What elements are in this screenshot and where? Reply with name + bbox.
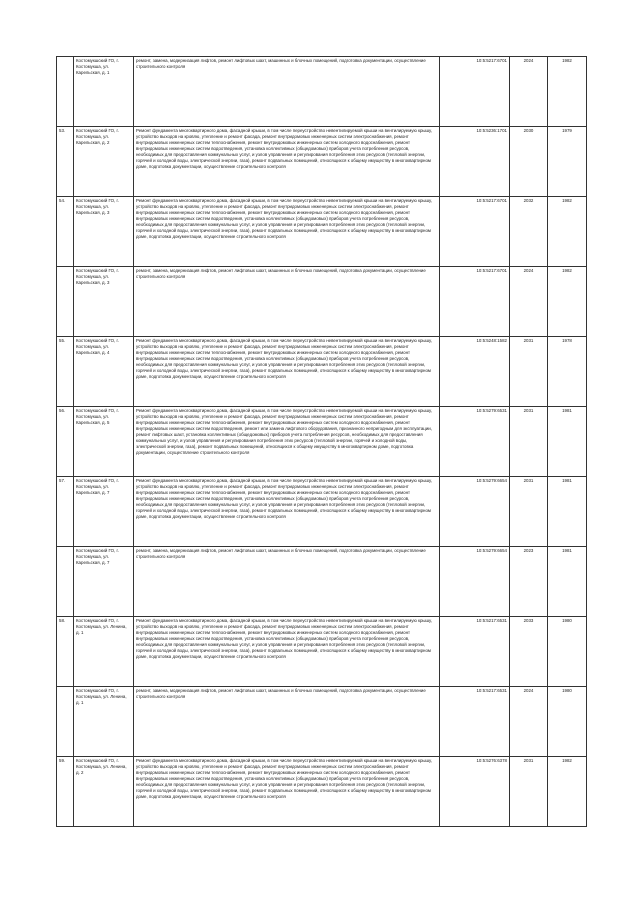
cadastral-number-cell: 10:5:5217:6531	[440, 687, 510, 757]
build-year-cell: 1982	[548, 757, 587, 827]
address-cell: Костомукшский ГО, г. Костомукша, ул. Карельская, д. 7	[74, 477, 134, 547]
row-number	[57, 547, 74, 617]
address-cell: Костомукшский ГО, г. Костомукша, ул. Карельская, д. 2	[74, 127, 134, 197]
table-row	[57, 757, 587, 827]
document-page	[56, 56, 586, 827]
build-year-cell: 1979	[548, 127, 587, 197]
row-number	[57, 687, 74, 757]
works-cell: ремонт, замена, модернизация лифтов, ремонт лифтовых шахт, машинных и блочных помещений, подготовка документации, осуществление строительного контроля	[134, 57, 440, 127]
table-row	[57, 57, 587, 127]
works-cell: Ремонт фундамента многоквартирного дома, фасадной крыши, в том числе переустройство невентилируемой крыши на вентилируемую крышу, устройство выходов на кровлю, утепление и ремонт фасада, ремонт внутридомовых инженерных систем электроснабжения, ремонт внутридомовых инженерных систем теплоснабжения, ремонт внутридомовых инженерных систем холодного водоснабжения, ремонт внутридомовых инженерных систем водоотведения, установка коллективных (общедомовых) приборов учета потребления ресурсов, необходимых для предоставления коммунальных услуг, и узлов управления и регулирования потребления этих ресурсов (тепловой энергии, горячей и холодной воды, электрической энергии, газа), ремонт подвальных помещений, относящихся к общему имуществу в многоквартирном доме, подготовка документации, осуществление строительного контроля	[134, 337, 440, 407]
planned-year-cell: 2032	[510, 197, 548, 267]
row-number: 54.	[57, 197, 74, 267]
build-year-cell: 1982	[548, 197, 587, 267]
cadastral-number-cell: 10:5:5217:6701	[440, 267, 510, 337]
cadastral-number-cell: 10:5:5217:6701	[440, 197, 510, 267]
build-year-cell: 1981	[548, 547, 587, 617]
address-cell: Костомукшский ГО, г. Костомукша, ул. Карельская, д. 3	[74, 267, 134, 337]
build-year-cell: 1978	[548, 337, 587, 407]
table-row	[57, 127, 587, 197]
row-number	[57, 267, 74, 337]
address-cell: Костомукшский ГО, г. Костомукша, ул. Карельская, д. 7	[74, 547, 134, 617]
table-body	[57, 57, 587, 827]
table-row	[57, 407, 587, 477]
address-cell: Костомукшский ГО, г. Костомукша, ул. Ленина, д. 1	[74, 617, 134, 687]
table-row	[57, 337, 587, 407]
cadastral-number-cell: 10:5:5217:6531	[440, 617, 510, 687]
address-cell: Костомукшский ГО, г. Костомукша, ул. Карельская, д. 4	[74, 337, 134, 407]
planned-year-cell: 2031	[510, 757, 548, 827]
planned-year-cell: 2031	[510, 407, 548, 477]
planned-year-cell: 2031	[510, 337, 548, 407]
planned-year-cell: 2033	[510, 617, 548, 687]
address-cell: Костомукшский ГО, г. Костомукша, ул. Карельская, д. 1	[74, 57, 134, 127]
planned-year-cell: 2031	[510, 477, 548, 547]
works-cell: Ремонт фундамента многоквартирного дома, фасадной крыши, в том числе переустройство невентилируемой крыши на вентилируемую крышу, устройство выходов на кровлю, утепление и ремонт фасада, ремонт внутридомовых инженерных систем электроснабжения, ремонт внутридомовых инженерных систем теплоснабжения, ремонт внутридомовых инженерных систем холодного водоснабжения, ремонт внутридомовых инженерных систем водоотведения, установка коллективных (общедомовых) приборов учета потребления ресурсов, необходимых для предоставления коммунальных услуг, и узлов управления и регулирования потребления этих ресурсов (тепловой энергии, горячей и холодной воды, электрической энергии, газа), ремонт подвальных помещений, относящихся к общему имуществу в многоквартирном доме, подготовка документации, осуществление строительного контроля	[134, 617, 440, 687]
build-year-cell: 1980	[548, 617, 587, 687]
row-number: 53.	[57, 127, 74, 197]
build-year-cell: 1980	[548, 687, 587, 757]
row-number: 55.	[57, 337, 74, 407]
build-year-cell: 1982	[548, 57, 587, 127]
address-cell: Костомукшский ГО, г. Костомукша, ул. Карельская, д. 3	[74, 197, 134, 267]
build-year-cell: 1982	[548, 267, 587, 337]
table-row	[57, 547, 587, 617]
works-cell: Ремонт фундамента многоквартирного дома, фасадной крыши, в том числе переустройство невентилируемой крыши на вентилируемую крышу, устройство выходов на кровлю, утепление и ремонт фасада, ремонт внутридомовых инженерных систем электроснабжения, ремонт внутридомовых инженерных систем теплоснабжения, ремонт внутридомовых инженерных систем холодного водоснабжения, ремонт внутридомовых инженерных систем водоотведения, установка коллективных (общедомовых) приборов учета потребления ресурсов, необходимых для предоставления коммунальных услуг, и узлов управления и регулирования потребления этих ресурсов (тепловой энергии, горячей и холодной воды, электрической энергии, газа), ремонт подвальных помещений, относящихся к общему имуществу в многоквартирном доме, подготовка документации, осуществление строительного контроля	[134, 197, 440, 267]
cadastral-number-cell: 10:5:5236:1701	[440, 127, 510, 197]
works-cell: ремонт, замена, модернизация лифтов, ремонт лифтовых шахт, машинных и блочных помещений, подготовка документации, осуществление строительного контроля	[134, 687, 440, 757]
works-cell: Ремонт фундамента многоквартирного дома, фасадной крыши, в том числе переустройство невентилируемой крыши на вентилируемую крышу, устройство выходов на кровлю, утепление и ремонт фасада, ремонт внутридомовых инженерных систем электроснабжения, ремонт внутридомовых инженерных систем теплоснабжения, ремонт внутридомовых инженерных систем холодного водоснабжения, ремонт внутридомовых инженерных систем водоотведения, установка коллективных (общедомовых) приборов учета потребления ресурсов, необходимых для предоставления коммунальных услуг, и узлов управления и регулирования потребления этих ресурсов (тепловой энергии, горячей и холодной воды, электрической энергии, газа), ремонт подвальных помещений, относящихся к общему имуществу в многоквартирном доме, подготовка документации, осуществление строительного контроля	[134, 757, 440, 827]
capital-repair-table	[56, 56, 587, 827]
works-cell: Ремонт фундамента многоквартирного дома, фасадной крыши, в том числе переустройство невентилируемой крыши на вентилируемую крышу, устройство выходов на кровлю, утепление и ремонт фасада, ремонт внутридомовых инженерных систем электроснабжения, ремонт внутридомовых инженерных систем теплоснабжения, ремонт внутридомовых инженерных систем холодного водоснабжения, ремонт внутридомовых инженерных систем водоотведения, установка коллективных (общедомовых) приборов учета потребления ресурсов, необходимых для предоставления коммунальных услуг, и узлов управления и регулирования потребления этих ресурсов (тепловой энергии, горячей и холодной воды, электрической энергии, газа), ремонт подвальных помещений, относящихся к общему имуществу в многоквартирном доме, подготовка документации, осуществление строительного контроля	[134, 477, 440, 547]
table-row	[57, 197, 587, 267]
works-cell: Ремонт фундамента многоквартирного дома, фасадной крыши, в том числе переустройство невентилируемой крыши на вентилируемую крышу, устройство выходов на кровлю, утепление и ремонт фасада, ремонт внутридомовых инженерных систем электроснабжения, ремонт внутридомовых инженерных систем теплоснабжения, ремонт внутридомовых инженерных систем холодного водоснабжения, ремонт внутридомовых инженерных систем водоотведения, ремонт или замена лифтового оборудования, признанного непригодным для эксплуатации, ремонт лифтовых шахт, установка коллективных (общедомовых) приборов учета потребления ресурсов, необходимых для предоставления коммунальных услуг, и узлов управления и регулирования потребления этих ресурсов (тепловой энергии, горячей и холодной воды, электрической энергии, газа), ремонт подвальных помещений, относящихся к общему имуществу в многоквартирном доме, подготовка документации, осуществление строительного контроля	[134, 407, 440, 477]
planned-year-cell: 2024	[510, 57, 548, 127]
cadastral-number-cell: 10:5:5217:6701	[440, 57, 510, 127]
works-cell: ремонт, замена, модернизация лифтов, ремонт лифтовых шахт, машинных и блочных помещений, подготовка документации, осуществление строительного контроля	[134, 267, 440, 337]
planned-year-cell: 2024	[510, 687, 548, 757]
row-number: 58.	[57, 617, 74, 687]
planned-year-cell: 2023	[510, 547, 548, 617]
table-row	[57, 687, 587, 757]
row-number	[57, 57, 74, 127]
address-cell: Костомукшский ГО, г. Костомукша, ул. Ленина, д. 2	[74, 757, 134, 827]
table-row	[57, 267, 587, 337]
address-cell: Костомукшский ГО, г. Костомукша, ул. Ленина, д. 1	[74, 687, 134, 757]
address-cell: Костомукшский ГО, г. Костомукша, ул. Карельская, д. 5	[74, 407, 134, 477]
cadastral-number-cell: 10:5:5279:6654	[440, 547, 510, 617]
cadastral-number-cell: 10:5:5276:6378	[440, 757, 510, 827]
cadastral-number-cell: 10:5:5279:6531	[440, 407, 510, 477]
planned-year-cell: 2030	[510, 127, 548, 197]
row-number: 57.	[57, 477, 74, 547]
works-cell: Ремонт фундамента многоквартирного дома, фасадной крыши, в том числе переустройство невентилируемой крыши на вентилируемую крышу, устройство выходов на кровлю, утепление и ремонт фасада, ремонт внутридомовых инженерных систем электроснабжения, ремонт внутридомовых инженерных систем теплоснабжения, ремонт внутридомовых инженерных систем холодного водоснабжения, ремонт внутридомовых инженерных систем водоотведения, установка коллективных (общедомовых) приборов учета потребления ресурсов, необходимых для предоставления коммунальных услуг, и узлов управления и регулирования потребления этих ресурсов (тепловой энергии, горячей и холодной воды, электрической энергии, газа), ремонт подвальных помещений, относящихся к общему имуществу в многоквартирном доме, подготовка документации, осуществление строительного контроля	[134, 127, 440, 197]
table-row	[57, 477, 587, 547]
planned-year-cell: 2024	[510, 267, 548, 337]
cadastral-number-cell: 10:5:5248:1582	[440, 337, 510, 407]
cadastral-number-cell: 10:5:5279:6654	[440, 477, 510, 547]
build-year-cell: 1981	[548, 407, 587, 477]
works-cell: ремонт, замена, модернизация лифтов, ремонт лифтовых шахт, машинных и блочных помещений, подготовка документации, осуществление строительного контроля	[134, 547, 440, 617]
row-number: 56.	[57, 407, 74, 477]
table-row	[57, 617, 587, 687]
build-year-cell: 1981	[548, 477, 587, 547]
row-number: 59.	[57, 757, 74, 827]
